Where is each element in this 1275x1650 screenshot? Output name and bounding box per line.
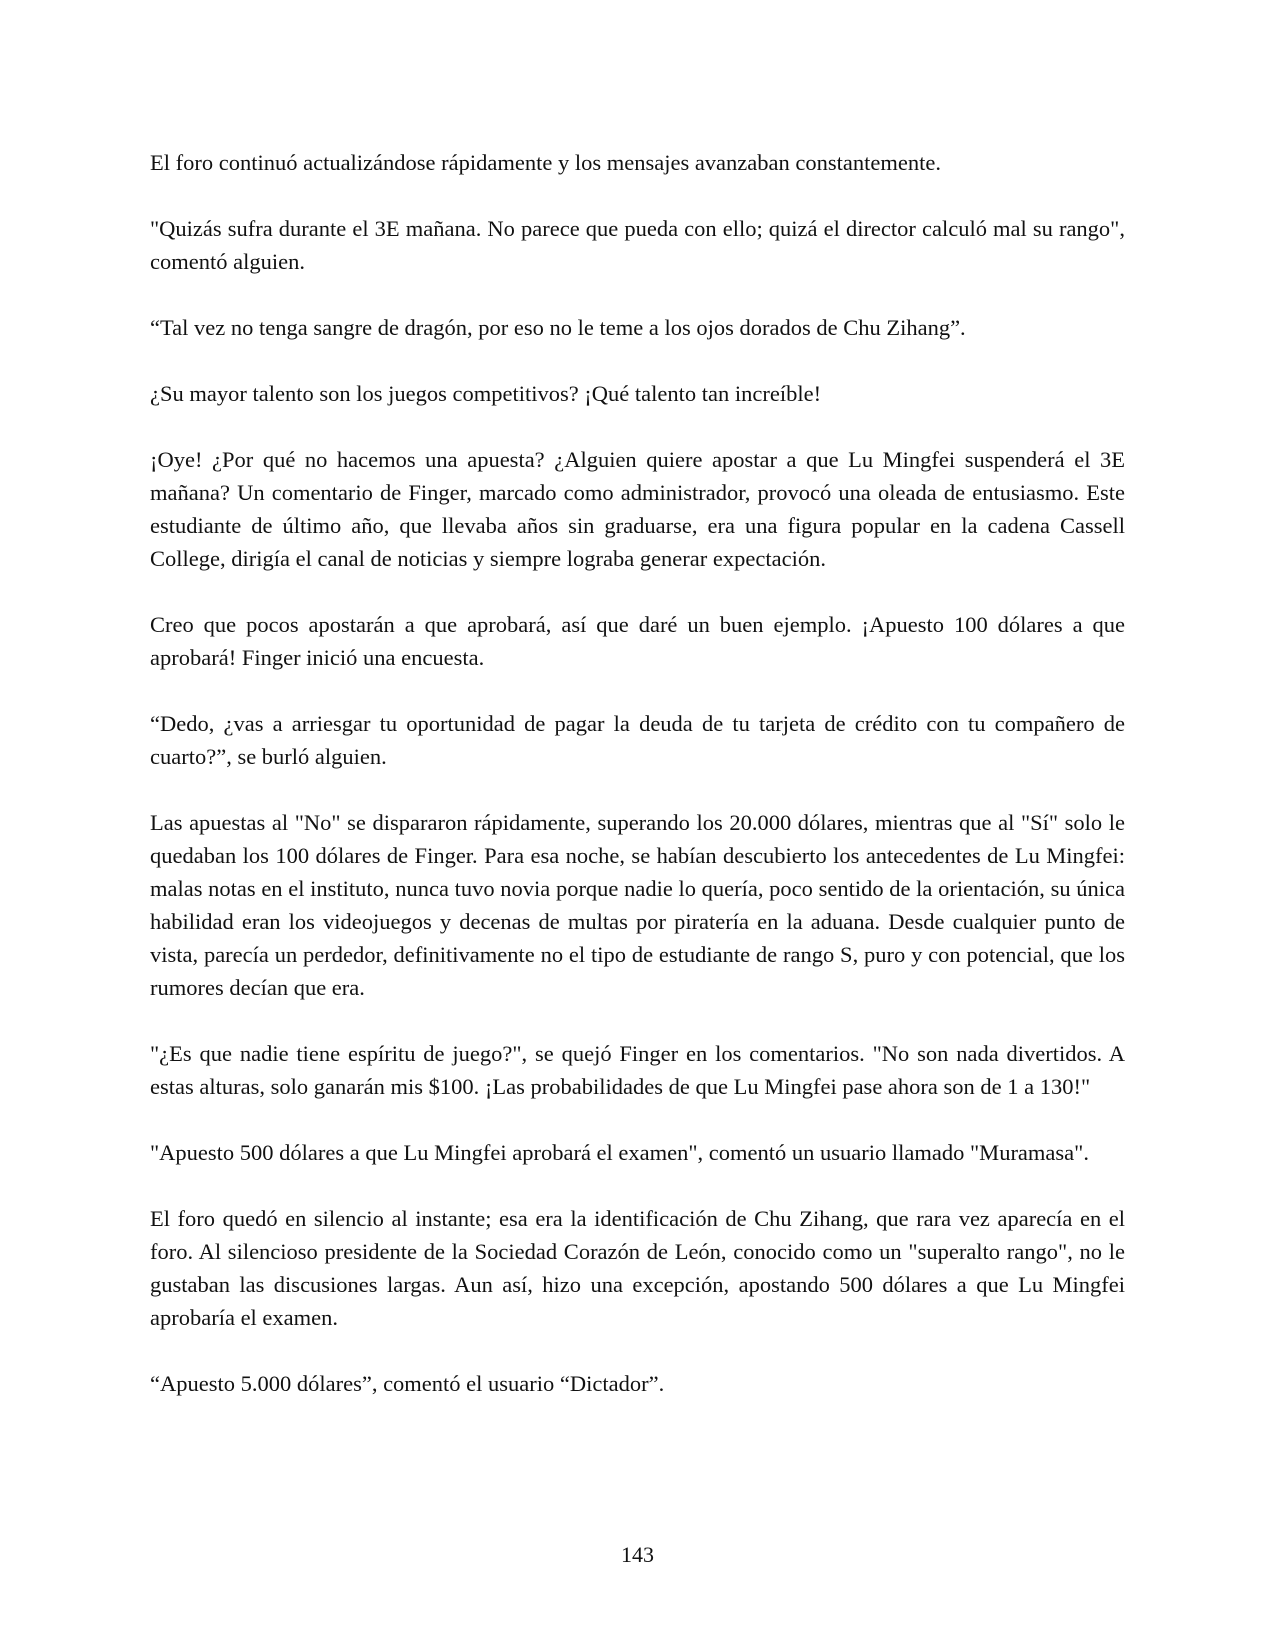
paragraph-10: "Apuesto 500 dólares a que Lu Mingfei aprobará el examen", comentó un usuario llamado "Muramasa". [150,1140,1089,1165]
paragraph-7: “Dedo, ¿vas a arriesgar tu oportunidad de pagar la deuda de tu tarjeta de crédito con tu compañero de cuarto?”, se burló alguien. [150,711,1125,769]
paragraph-11: El foro quedó en silencio al instante; esa era la identificación de Chu Zihang, que rara vez aparecía en el foro. Al silencioso presidente de la Sociedad Corazón de León, conocido como un "superalto rango", no le gustaban las discusiones largas. Aun así, hizo una excepción, apostando 500 dólares a que Lu Mingfei aprobaría el examen. [150,1206,1125,1330]
paragraph-9: "¿Es que nadie tiene espíritu de juego?", se quejó Finger en los comentarios. "No son nada divertidos. A estas alturas, solo ganarán mis $100. ¡Las probabilidades de que Lu Mingfei pase ahora son de 1 a 130!" [150,1041,1125,1099]
paragraph-8: Las apuestas al "No" se dispararon rápidamente, superando los 20.000 dólares, mientras que al "Sí" solo le quedaban los 100 dólares de Finger. Para esa noche, se habían descubierto los antecedentes de Lu Mingfei: malas notas en el instituto, nunca tuvo novia porque nadie lo quería, poco sentido de la orientación, su única habilidad eran los videojuegos y decenas de multas por piratería en la aduana. Desde cualquier punto de vista, parecía un perdedor, definitivamente no el tipo de estudiante de rango S, puro y con potencial, que los rumores decían que era. [150,810,1125,1000]
paragraph-1: El foro continuó actualizándose rápidamente y los mensajes avanzaban constantemente. [150,150,941,175]
paragraph-5: ¡Oye! ¿Por qué no hacemos una apuesta? ¿Alguien quiere apostar a que Lu Mingfei suspenderá el 3E mañana? Un comentario de Finger, marcado como administrador, provocó una oleada de entusiasmo. Este estudiante de último año, que llevaba años sin graduarse, era una figura popular en la cadena Cassell College, dirigía el canal de noticias y siempre lograba generar expectación. [150,447,1125,571]
paragraph-2: "Quizás sufra durante el 3E mañana. No parece que pueda con ello; quizá el director calculó mal su rango", comentó alguien. [150,216,1125,274]
page-number: 143 [621,1542,654,1567]
paragraph-4: ¿Su mayor talento son los juegos competitivos? ¡Qué talento tan increíble! [150,381,822,406]
paragraph-12: “Apuesto 5.000 dólares”, comentó el usuario “Dictador”. [150,1371,665,1396]
paragraph-3: “Tal vez no tenga sangre de dragón, por eso no le teme a los ojos dorados de Chu Zihang”. [150,315,966,340]
page-body [150,146,1125,1433]
paragraph-6: Creo que pocos apostarán a que aprobará, así que daré un buen ejemplo. ¡Apuesto 100 dólares a que aprobará! Finger inició una encuesta. [150,612,1125,670]
